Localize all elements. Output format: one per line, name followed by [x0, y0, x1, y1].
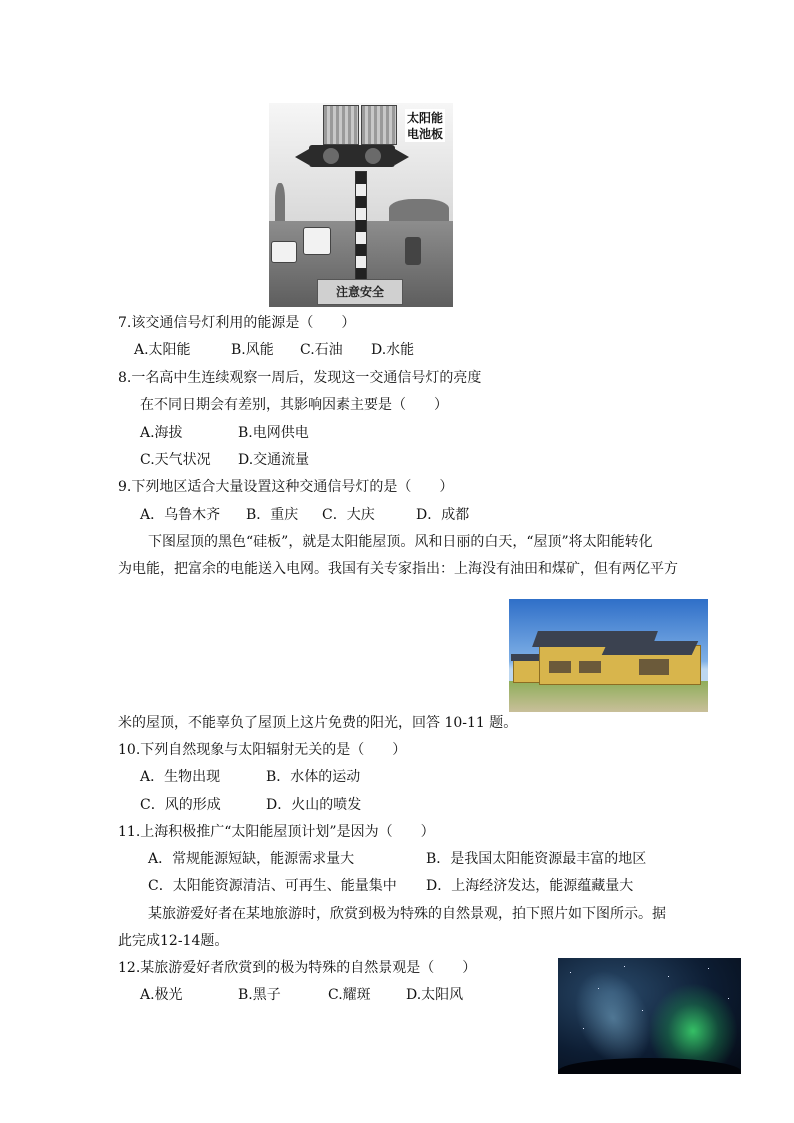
solar-roof-lower: [602, 641, 699, 655]
safety-sign: 注意安全: [317, 279, 403, 305]
q11-option-d: D．上海经济发达，能源蕴藏量大: [426, 878, 634, 894]
q10-option-d: D．火山的喷发: [266, 797, 362, 813]
q9-option-a: A．乌鲁木齐: [140, 507, 221, 523]
star: [668, 976, 669, 977]
star: [598, 988, 599, 989]
q11-option-b: B．是我国太阳能资源最丰富的地区: [426, 851, 647, 867]
q11-option-c: C．太阳能资源清洁、可再生、能量集中: [148, 878, 397, 894]
house-window: [639, 659, 669, 675]
light-visor-left: [295, 149, 309, 165]
q8-option-d: D.交通流量: [238, 452, 310, 468]
traffic-light-pole: [355, 171, 367, 283]
q12-option-d: D.太阳风: [406, 987, 464, 1003]
star: [624, 966, 625, 967]
star: [642, 1010, 643, 1011]
passage-2-line1: 某旅游爱好者在某地旅游时，欣赏到极为特殊的自然景观，拍下照片如下图所示。据: [148, 906, 666, 922]
question-8-stem-line1: 8.一名高中生连续观察一周后，发现这一交通信号灯的亮度: [118, 370, 482, 386]
photo-motorcycle: [405, 237, 421, 265]
photo-car: [271, 241, 297, 263]
house-window: [549, 661, 571, 673]
q12-option-b: B.黑子: [238, 987, 281, 1003]
aurora-glow: [648, 983, 738, 1063]
photo-tower: [275, 183, 285, 223]
question-7-stem: 7.该交通信号灯利用的能源是（ ）: [118, 315, 356, 331]
photo-lawn: [509, 681, 708, 712]
solar-roof-house-photo: [509, 599, 708, 712]
q12-option-a: A.极光: [140, 987, 183, 1003]
star: [583, 1028, 584, 1029]
light-visor-right: [395, 149, 409, 165]
solar-panel-right: [361, 105, 397, 145]
passage-1-line1: 下图屋顶的黑色“硅板”，就是太阳能屋顶。风和日丽的白天，“屋顶”将太阳能转化: [148, 534, 653, 550]
q8-option-c: C.天气状况: [140, 452, 211, 468]
star: [570, 972, 571, 973]
q10-option-a: A．生物出现: [140, 769, 221, 785]
q10-option-b: B．水体的运动: [266, 769, 361, 785]
caption-panel: 电池板: [407, 127, 444, 141]
side-building: [513, 659, 541, 683]
solar-panel-left: [323, 105, 359, 145]
side-roof: [511, 654, 541, 661]
caption-solar: 太阳能: [407, 111, 444, 125]
q8-option-b: B.电网供电: [238, 425, 309, 441]
question-9-stem: 9.下列地区适合大量设置这种交通信号灯的是（ ）: [118, 479, 454, 495]
photo-van: [303, 227, 331, 255]
question-8-stem-line2: 在不同日期会有差别，其影响因素主要是（ ）: [140, 397, 448, 413]
question-11-stem: 11.上海积极推广“太阳能屋顶计划”是因为（ ）: [118, 824, 435, 840]
star: [728, 998, 729, 999]
q7-option-d: D.水能: [371, 342, 415, 358]
q9-option-b: B．重庆: [246, 507, 299, 523]
photo-trees: [389, 199, 449, 223]
q9-option-c: C．大庆: [322, 507, 375, 523]
q12-option-c: C.耀斑: [328, 987, 371, 1003]
q7-option-a: A.太阳能: [134, 342, 191, 358]
q7-option-b: B.风能: [231, 342, 274, 358]
aurora-night-sky-photo: [558, 958, 741, 1074]
passage-1-line2: 为电能，把富余的电能送入电网。我国有关专家指出：上海没有油田和煤矿，但有两亿平方: [118, 561, 678, 577]
q7-option-c: C.石油: [300, 342, 343, 358]
passage-2-line2: 此完成12-14题。: [118, 933, 229, 949]
q8-option-a: A.海拔: [140, 425, 183, 441]
house-window: [579, 661, 601, 673]
star: [708, 968, 709, 969]
passage-1-line3: 米的屋顶，不能辜负了屋顶上这片免费的阳光，回答 10-11 题。: [118, 715, 518, 731]
question-12-stem: 12.某旅游爱好者欣赏到的极为特殊的自然景观是（ ）: [118, 960, 477, 976]
traffic-light-head: [309, 145, 395, 167]
q10-option-c: C．风的形成: [140, 797, 221, 813]
solar-traffic-light-photo: [269, 103, 453, 307]
question-10-stem: 10.下列自然现象与太阳辐射无关的是（ ）: [118, 742, 407, 758]
q9-option-d: D．成都: [416, 507, 470, 523]
q11-option-a: A．常规能源短缺，能源需求量大: [148, 851, 355, 867]
